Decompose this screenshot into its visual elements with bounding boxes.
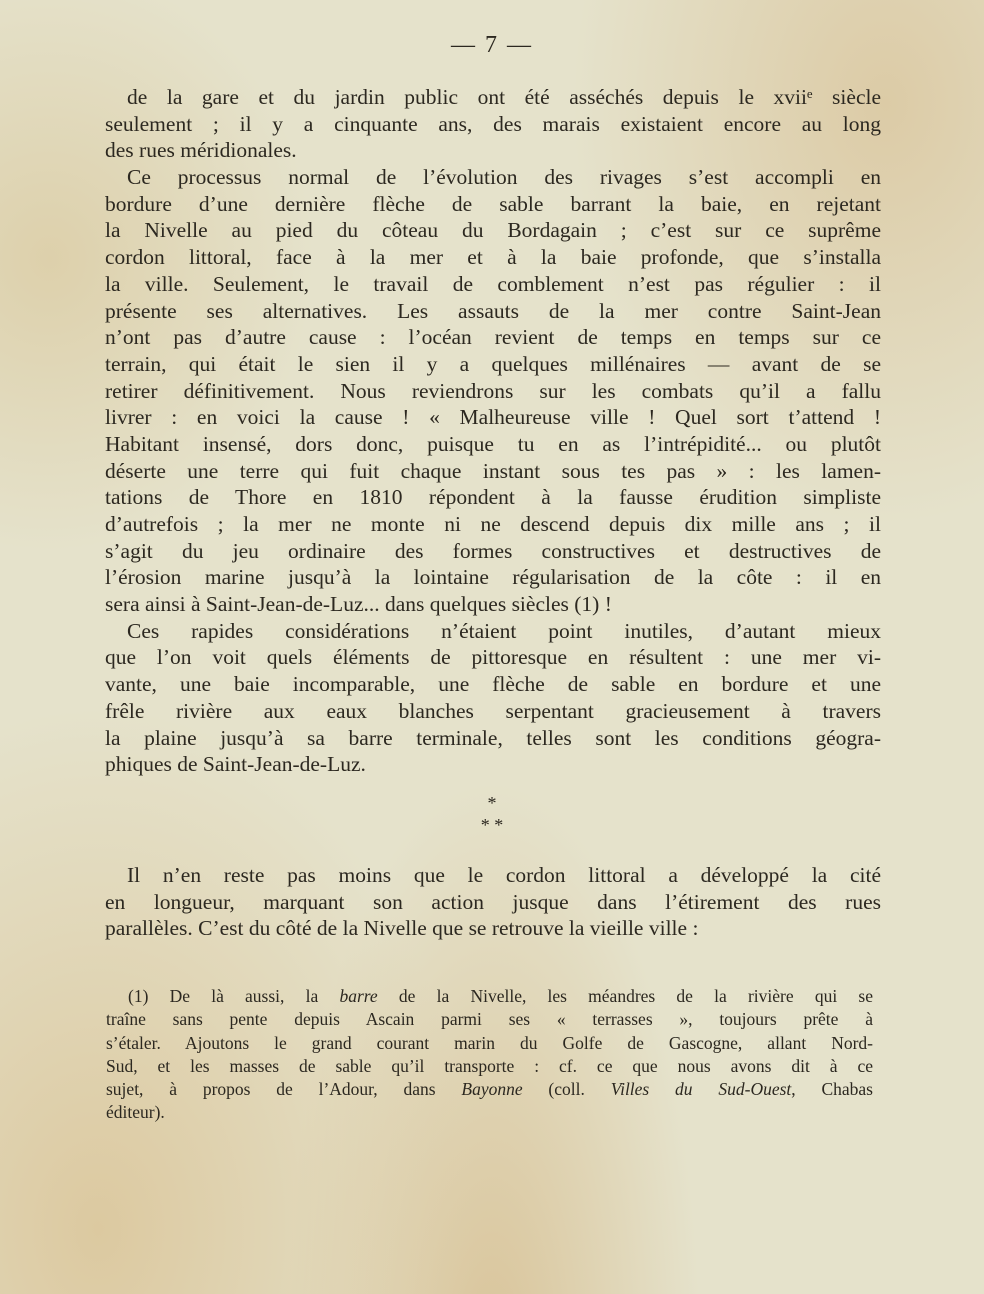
footnote (106, 985, 873, 1125)
text-line: Habitant insensé, dors donc, puisque tu en as l’intrépidité... ou plutôt (105, 431, 881, 456)
text-line: sera ainsi à Saint-Jean-de-Luz... dans quelques siècles (1) ! (105, 592, 612, 617)
page-number: — 7 — (451, 32, 533, 58)
footnote-line (106, 1032, 873, 1055)
text-line: phiques de Saint-Jean-de-Luz. (105, 752, 366, 777)
text-line: en longueur, marquant son action jusque dans l’étirement des rues (105, 889, 881, 914)
text-line: n’ont pas d’autre cause : l’océan revient de temps en temps sur ce (105, 325, 881, 350)
footnote-text: éditeur). (106, 1102, 165, 1123)
footnote-text: s’étaler. Ajoutons le grand courant marin du Golfe de Gascogne, allant Nord- (106, 1032, 873, 1053)
text-line: l’érosion marine jusqu’à la lointaine régularisation de la côte : il en (105, 565, 881, 590)
text-line: frêle rivière aux eaux blanches serpentant gracieusement à travers (105, 698, 881, 723)
text-line: Ces rapides considérations n’étaient point inutiles, d’autant mieux (127, 618, 881, 643)
footnote-text: Sud, et les masses de sable qu’il transporte : cf. ce que nous avons dit à ce (106, 1055, 873, 1076)
footnote-text: (1) De là aussi, la (128, 986, 340, 1006)
footnote-line (106, 1055, 873, 1078)
footnote-text: (coll. (522, 1079, 611, 1100)
text-line: bordure d’une dernière flèche de sable barrant la baie, en rejetant (105, 191, 881, 216)
text-line: de la gare et du jardin public ont été asséchés depuis le xviiᵉ siècle (127, 85, 881, 109)
text-line: que l’on voit quels éléments de pittoresque en résultent : une mer vi- (105, 645, 881, 670)
text-line: s’agit du jeu ordinaire des formes constructives et destructives de (105, 538, 881, 563)
footnote-text: de la Nivelle, les méandres de la rivière qui se (377, 986, 873, 1006)
text-line: d’autrefois ; la mer ne monte ni ne descend depuis dix mille ans ; il (105, 512, 881, 536)
italic-title: Villes du Sud-Ouest (610, 1079, 792, 1100)
text-line: la ville. Seulement, le travail de comblement n’est pas régulier : il (105, 271, 881, 296)
text-line: cordon littoral, face à la mer et à la baie profonde, que s’installa (105, 245, 881, 270)
italic-title: barre (339, 986, 378, 1006)
footnote-line (106, 1078, 873, 1101)
text-line: seulement ; il y a cinquante ans, des marais existaient encore au long (105, 111, 881, 136)
text-line: la plaine jusqu’à sa barre terminale, telles sont les conditions géogra- (105, 725, 881, 750)
text-line: terrain, qui était le sien il y a quelques millénaires — avant de se (105, 351, 881, 376)
footnote-line (106, 985, 873, 1008)
italic-title: Bayonne (461, 1079, 523, 1100)
footnote-text: sujet, à propos de l’Adour, dans (106, 1079, 462, 1100)
text-line: livrer : en voici la cause ! « Malheureuse ville ! Quel sort t’attend ! (105, 405, 881, 430)
text-line: parallèles. C’est du côté de la Nivelle que se retrouve la vieille ville : (105, 916, 699, 941)
text-line: déserte une terre qui fuit chaque instant sous tes pas » : les lamen- (105, 458, 881, 483)
text-line: tations de Thore en 1810 répondent à la fausse érudition simpliste (105, 485, 881, 510)
footnote-text: , Chabas (791, 1079, 873, 1100)
text-line: Il n’en reste pas moins que le cordon littoral a développé la cité (127, 863, 881, 887)
text-line: la Nivelle au pied du côteau du Bordagain ; c’est sur ce suprême (105, 218, 881, 243)
text-line: Ce processus normal de l’évolution des rivages s’est accompli en (127, 165, 881, 190)
text-line: des rues méridionales. (105, 138, 297, 163)
section-separator-asterism: * * * (480, 793, 504, 835)
footnote-line (106, 1008, 873, 1031)
main-text (105, 84, 881, 778)
text-line: retirer définitivement. Nous reviendrons sur les combats qu’il a fallu (105, 378, 881, 403)
text-line: vante, une baie incomparable, une flèche de sable en bordure et une (105, 672, 881, 697)
text-line: présente ses alternatives. Les assauts de la mer contre Saint-Jean (105, 298, 881, 323)
main-text-continued (105, 862, 881, 942)
footnote-text: traîne sans pente depuis Ascain parmi ses « terrasses », toujours prête à (106, 1009, 873, 1030)
footnote-line (106, 1101, 873, 1124)
